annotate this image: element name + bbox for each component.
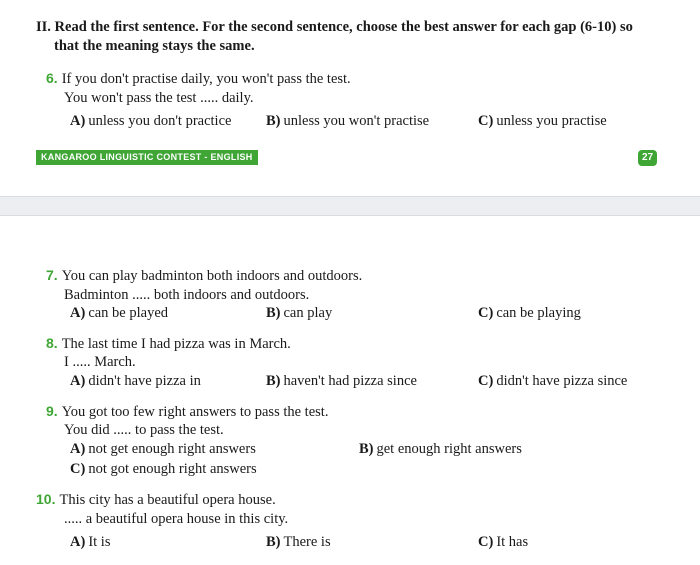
option-text: didn't have pizza since — [496, 373, 628, 389]
option-letter: C) — [478, 113, 494, 129]
option-text: not get enough right answers — [88, 441, 256, 457]
question-number: 6. — [46, 70, 58, 86]
question-8 — [46, 335, 291, 353]
option-text: haven't had pizza since — [283, 373, 417, 389]
option-c[interactable] — [478, 373, 627, 390]
option-letter: B) — [359, 441, 374, 457]
question-9 — [46, 403, 328, 421]
option-letter: B) — [266, 113, 281, 129]
option-text: unless you practise — [496, 113, 607, 129]
option-text: can be playing — [496, 305, 581, 321]
section-heading-line1: II. Read the first sentence. For the second sentence, choose the best answer for each gap (6-10) so — [36, 19, 633, 35]
option-letter: B) — [266, 373, 281, 389]
option-b[interactable] — [266, 373, 417, 390]
option-a[interactable] — [70, 113, 231, 130]
option-b[interactable] — [266, 305, 332, 322]
option-letter: B) — [266, 305, 281, 321]
option-c[interactable] — [478, 534, 528, 551]
option-c[interactable] — [70, 461, 257, 478]
option-text: unless you don't practice — [88, 113, 232, 129]
option-a[interactable] — [70, 441, 256, 458]
option-text: There is — [283, 534, 331, 550]
question-number: 8. — [46, 335, 58, 351]
option-a[interactable] — [70, 534, 110, 551]
option-text: It has — [496, 534, 529, 550]
option-letter: C) — [70, 461, 86, 477]
option-text: not got enough right answers — [88, 461, 257, 477]
option-b[interactable] — [266, 534, 331, 551]
option-letter: A) — [70, 441, 86, 457]
option-b[interactable] — [359, 441, 522, 458]
question-sentence: If you don't practise daily, you won't pass the test. — [61, 71, 351, 87]
question-sentence: You got too few right answers to pass the test. — [61, 404, 329, 420]
option-text: can be played — [88, 305, 169, 321]
question-number: 10. — [36, 491, 56, 507]
page-number-badge: 27 — [638, 150, 657, 166]
question-sentence: The last time I had pizza was in March. — [61, 336, 291, 352]
option-b[interactable] — [266, 113, 429, 130]
option-text: It is — [88, 534, 111, 550]
question-sentence: This city has a beautiful opera house. — [59, 492, 276, 508]
option-letter: A) — [70, 373, 86, 389]
option-letter: C) — [478, 373, 494, 389]
option-a[interactable] — [70, 305, 168, 322]
option-letter: C) — [478, 305, 494, 321]
option-text: didn't have pizza in — [88, 373, 201, 389]
question-10-gap: ..... a beautiful opera house in this city. — [64, 511, 289, 527]
option-c[interactable] — [478, 305, 581, 322]
page-divider — [0, 196, 700, 216]
question-number: 7. — [46, 267, 58, 283]
question-6 — [46, 70, 351, 88]
question-9-gap: You did ..... to pass the test. — [64, 422, 224, 438]
option-letter: A) — [70, 305, 86, 321]
option-text: get enough right answers — [376, 441, 522, 457]
question-number: 9. — [46, 403, 58, 419]
option-letter: A) — [70, 534, 86, 550]
option-a[interactable] — [70, 373, 201, 390]
page-27 — [0, 0, 700, 196]
question-7 — [46, 267, 362, 285]
option-text: unless you won't practise — [283, 113, 430, 129]
option-letter: B) — [266, 534, 281, 550]
question-7-gap: Badminton ..... both indoors and outdoors. — [64, 287, 310, 303]
question-10 — [36, 491, 276, 509]
question-sentence: You can play badminton both indoors and outdoors. — [61, 268, 363, 284]
option-text: can play — [283, 305, 333, 321]
section-heading-line2: that the meaning stays the same. — [54, 38, 255, 54]
option-c[interactable] — [478, 113, 607, 130]
question-6-gap: You won't pass the test ..... daily. — [64, 90, 254, 106]
contest-banner: KANGAROO LINGUISTIC CONTEST - ENGLISH — [36, 150, 258, 165]
option-letter: C) — [478, 534, 494, 550]
page-28 — [0, 216, 700, 565]
question-8-gap: I ..... March. — [64, 354, 136, 370]
option-letter: A) — [70, 113, 86, 129]
